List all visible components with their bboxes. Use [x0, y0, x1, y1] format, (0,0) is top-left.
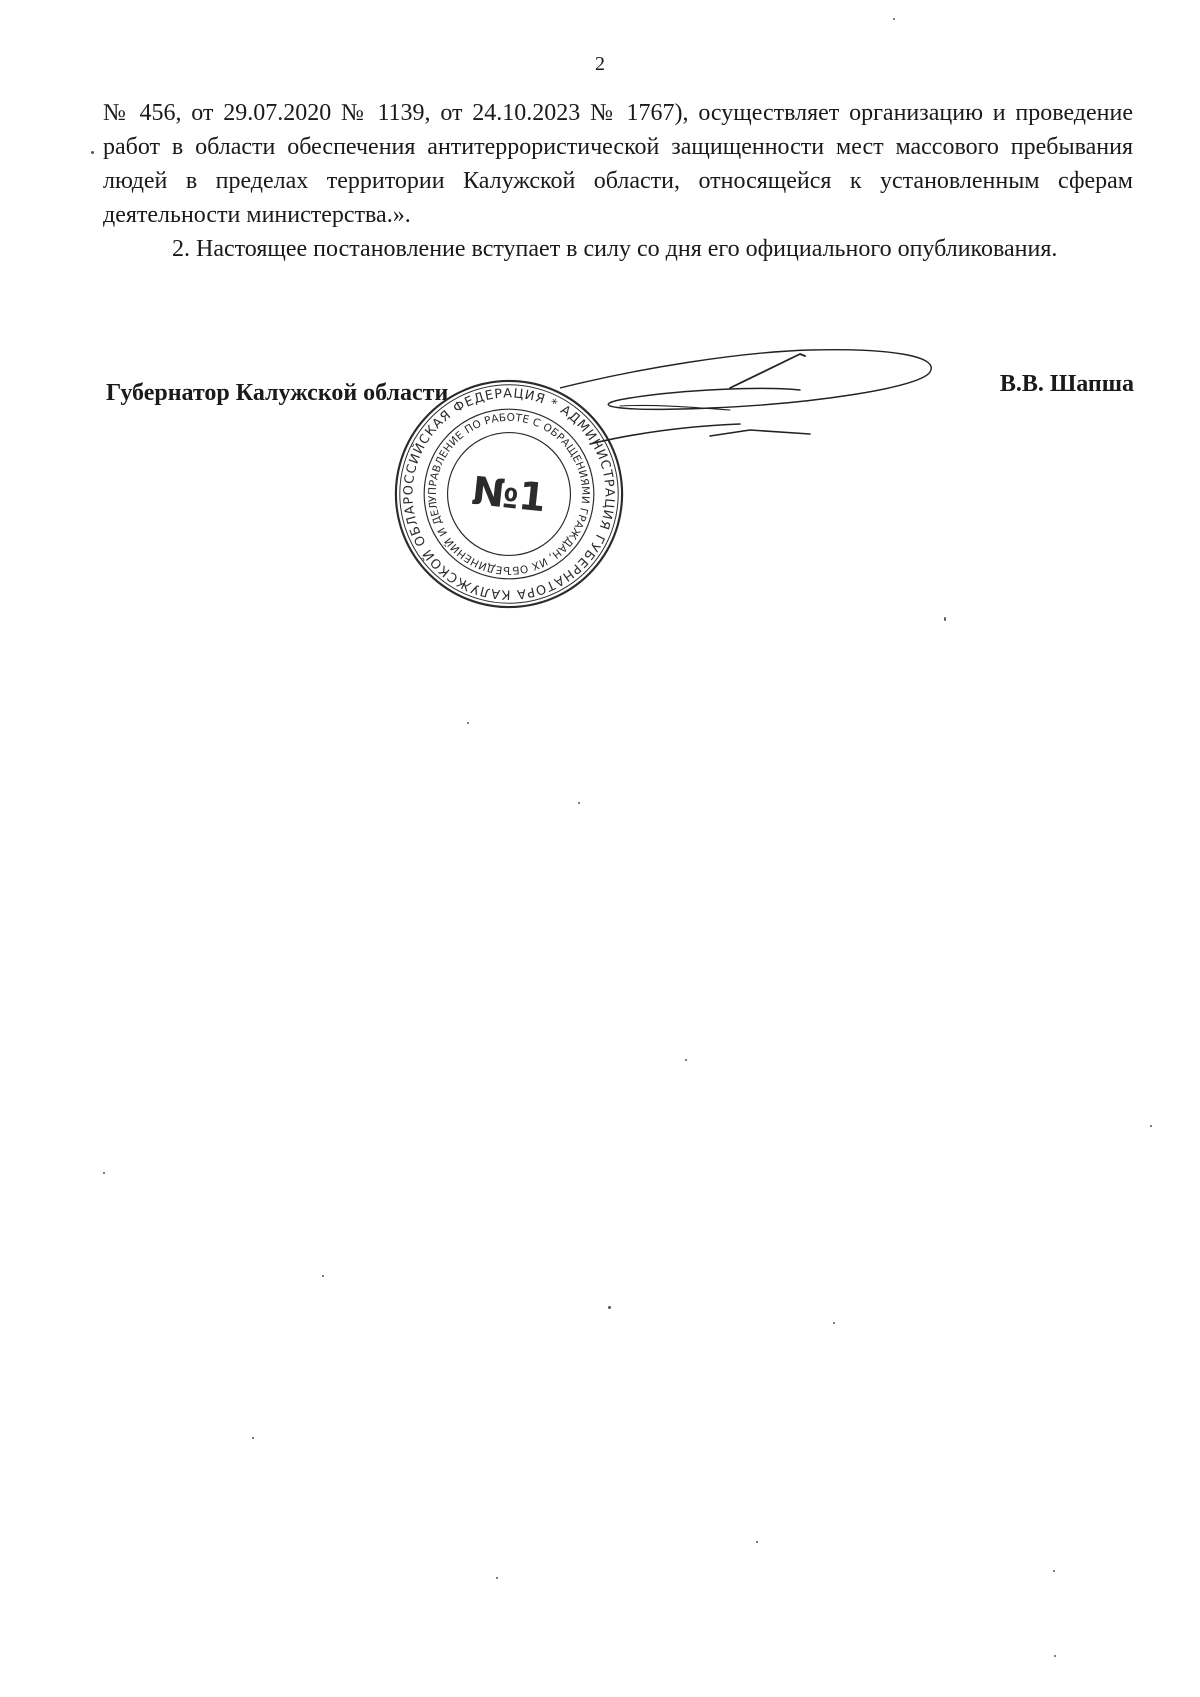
scan-speck — [91, 151, 94, 154]
seal-outer-text: РОССИЙСКАЯ ФЕДЕРАЦИЯ * АДМИНИСТРАЦИЯ ГУБЕРНАТОРА КАЛУЖСКОЙ ОБЛАСТИ — [401, 386, 617, 602]
scan-speck — [1054, 1655, 1056, 1657]
scan-speck — [496, 1577, 498, 1579]
scan-speck — [1150, 1125, 1152, 1127]
paragraph-continuation: № 456, от 29.07.2020 № 1139, от 24.10.2023 № 1767), осуществляет организацию и проведение работ в области обеспечения антитеррористической защищенности мест массового пребывания людей в пределах территории Калужской области, относящейся к установленным сферам деятельности министерства.». — [103, 100, 1133, 228]
signer-name: В.В. Шапша — [999, 371, 1134, 397]
seal-inner-text: УПРАВЛЕНИЕ ПО РАБОТЕ С ОБРАЩЕНИЯМИ ГРАЖДАН, ИХ ОБЪЕДИНЕНИЙ И ДЕЛОПРОИЗВОДСТВУ — [426, 411, 592, 577]
scan-speck — [252, 1437, 254, 1439]
paragraph-effective-date: 2. Настоящее постановление вступает в силу со дня его официального опубликования. — [172, 236, 1058, 262]
document-body — [103, 96, 1133, 266]
scan-speck — [685, 1059, 687, 1061]
signer-title: Губернатор Калужской области — [106, 380, 449, 406]
scan-speck — [756, 1541, 758, 1543]
scan-speck — [893, 18, 895, 20]
scan-speck — [608, 1306, 611, 1309]
scan-speck — [467, 722, 469, 724]
scan-speck — [1053, 1570, 1055, 1572]
page-number: 2 — [595, 53, 605, 75]
scan-speck — [833, 1322, 835, 1324]
scan-speck — [322, 1275, 324, 1277]
scan-speck — [578, 802, 580, 804]
handwritten-signature — [560, 340, 980, 470]
scan-speck — [944, 617, 946, 621]
signature-block — [0, 360, 1200, 600]
seal-center-number: №1 — [469, 468, 549, 522]
scan-speck — [103, 1172, 105, 1174]
